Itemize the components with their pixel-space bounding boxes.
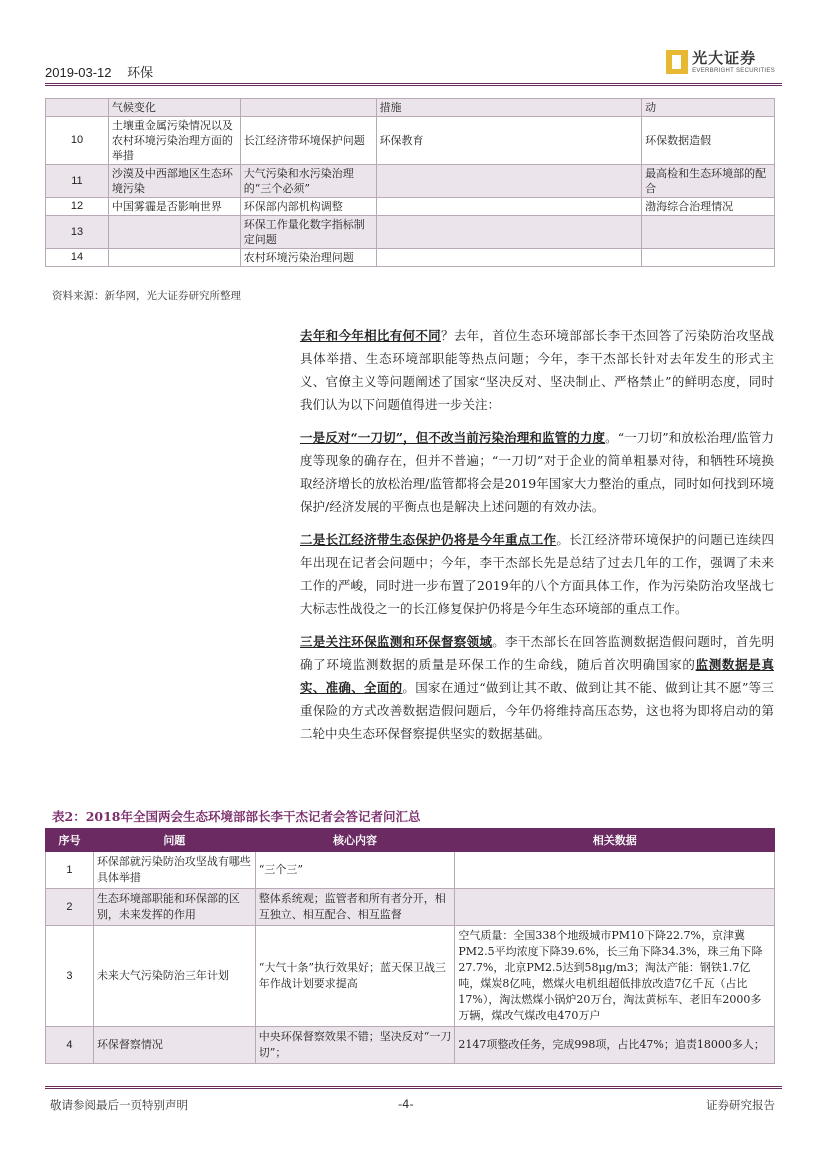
footer-report-type: 证券研究报告 <box>706 1098 775 1112</box>
table-cell: 措施 <box>376 99 642 117</box>
table-row <box>46 216 775 249</box>
table-row <box>46 165 775 198</box>
paragraph-2: 一是反对“一刀切”，但不改当前污染治理和监管的力度。“一刀切”和放松治理/监管力度等现象的确存在，但并不普遍；“一刀切”对于企业的简单粗暴对待，和牺牲环境换取经济增长的放松治理/监管都将会是2019年国家大力整治的重点，同时如何找到环境保护/经济发展的平衡点也是解决上述问题的有效办法。 <box>300 430 774 514</box>
table-cell: 中国雾霾是否影响世界 <box>108 198 240 216</box>
table-cell: 环保工作量化数字指标制定问题 <box>240 216 376 249</box>
table-cell <box>376 249 642 267</box>
table-cell: 沙漠及中西部地区生态环境污染 <box>108 165 240 198</box>
table-cell: 环保部内部机构调整 <box>240 198 376 216</box>
paragraph-1: 去年和今年相比有何不同？去年，首位生态环境部部长李干杰回答了污染防治攻坚战具体举措、生态环境部职能等热点问题；今年，李干杰部长针对去年发生的形式主义、官僚主义等问题阐述了国家“坚决反对、坚决制止、严格禁止”的鲜明态度，同时我们认为以下问题值得进一步关注： <box>300 328 774 412</box>
table-cell <box>376 216 642 249</box>
table-cell: 最高检和生态环境部的配合 <box>642 165 775 198</box>
footer-divider-2 <box>45 1088 782 1089</box>
row-number: 11 <box>46 165 109 198</box>
table-row <box>46 117 775 165</box>
core-content-cell: “三个三” <box>255 852 455 889</box>
logo-english: EVERBRIGHT SECURITIES <box>692 67 775 74</box>
column-header: 相关数据 <box>455 829 775 852</box>
table-cell: 环保教育 <box>376 117 642 165</box>
footer-disclaimer: 敬请参阅最后一页特别声明 <box>50 1098 188 1112</box>
table-cell <box>376 165 642 198</box>
table-cell: 长江经济带环境保护问题 <box>240 117 376 165</box>
table-cell <box>108 249 240 267</box>
logo-chinese: 光大证券 <box>692 49 757 67</box>
table-row <box>46 1027 775 1064</box>
table-cell: 动 <box>642 99 775 117</box>
table-cell <box>376 198 642 216</box>
report-category: 环保 <box>127 65 154 80</box>
logo-mark-icon <box>666 50 688 74</box>
question-cell: 环保督察情况 <box>93 1027 255 1064</box>
row-number: 12 <box>46 198 109 216</box>
company-logo <box>666 50 775 74</box>
column-header: 问题 <box>93 829 255 852</box>
table-cell: 环保数据造假 <box>642 117 775 165</box>
table-row <box>46 889 775 926</box>
column-header: 序号 <box>46 829 94 852</box>
question-cell: 未来大气污染防治三年计划 <box>93 926 255 1027</box>
table-row <box>46 852 775 889</box>
footer-divider <box>45 1086 782 1087</box>
column-header: 核心内容 <box>255 829 455 852</box>
row-number <box>46 99 109 117</box>
question-table-continued <box>45 98 775 267</box>
table-row <box>46 926 775 1027</box>
page-number: -4- <box>398 1097 414 1111</box>
paragraph-3: 二是长江经济带生态保护仍将是今年重点工作。长江经济带环境保护的问题已连续四年出现在记者会问题中；今年，李干杰部长先是总结了过去几年的工作，强调了未来工作的严峻，同时进一步布置了2019年的八个方面具体工作，作为污染防治攻坚战七大标志性战役之一的长江修复保护仍将是今年生态环境部的重点工作。 <box>300 532 774 616</box>
table2-title: 表2：2018年全国两会生态环境部部长李干杰记者会答记者问汇总 <box>52 809 421 824</box>
row-number: 1 <box>46 852 94 889</box>
core-content-cell: 中央环保督察效果不错；坚决反对“一刀切”； <box>255 1027 455 1064</box>
table-cell: 农村环境污染治理问题 <box>240 249 376 267</box>
header-divider <box>45 83 782 84</box>
question-cell: 环保部就污染防治攻坚战有哪些具体举措 <box>93 852 255 889</box>
table-source: 资料来源：新华网，光大证券研究所整理 <box>52 290 241 302</box>
table-cell: 大气污染和水污染治理的“三个必须” <box>240 165 376 198</box>
row-number: 13 <box>46 216 109 249</box>
header-divider-2 <box>45 85 782 86</box>
table-cell <box>642 249 775 267</box>
row-number: 3 <box>46 926 94 1027</box>
paragraph-4: 三是关注环保监测和环保督察领域。李干杰部长在回答监测数据造假问题时，首先明确了环境监测数据的质量是环保工作的生命线，随后首次明确国家的监测数据是真实、准确、全面的。国家在通过“做到让其不敢、做到让其不能、做到让其不愿”等三重保险的方式改善数据造假问题后，今年仍将维持高压态势，这也将为即将启动的第二轮中央生态环保督察提供坚实的数据基础。 <box>300 634 774 741</box>
analysis-text <box>300 324 774 755</box>
report-date: 2019-03-12 <box>45 65 112 80</box>
table-cell: 渤海综合治理情况 <box>642 198 775 216</box>
table-cell <box>108 216 240 249</box>
core-content-cell: 整体系统观；监管者和所有者分开，相互独立、相互配合、相互监督 <box>255 889 455 926</box>
table-cell: 气候变化 <box>108 99 240 117</box>
table-cell: 土壤重金属污染情况以及农村环境污染治理方面的举措 <box>108 117 240 165</box>
related-data-cell: 空气质量：全国338个地级城市PM10下降22.7%，京津冀PM2.5平均浓度下降39.6%，长三角下降34.3%，珠三角下降27.7%，北京PM2.5达到58μg/m3；淘汰产能：钢铁1.7亿吨，煤炭8亿吨，燃煤火电机组超低排放改造7亿千瓦（占比17%），淘汰燃煤小锅炉20万台，淘汰黄标车、老旧车2000多万辆，煤改气煤改电470万户 <box>455 926 775 1027</box>
row-number: 2 <box>46 889 94 926</box>
row-number: 4 <box>46 1027 94 1064</box>
press-conference-table <box>45 828 775 1064</box>
row-number: 14 <box>46 249 109 267</box>
core-content-cell: “大气十条”执行效果好；蓝天保卫战三年作战计划要求提高 <box>255 926 455 1027</box>
question-cell: 生态环境部职能和环保部的区别，未来发挥的作用 <box>93 889 255 926</box>
table-row <box>46 249 775 267</box>
row-number: 10 <box>46 117 109 165</box>
table-row <box>46 198 775 216</box>
related-data-cell <box>455 889 775 926</box>
table-cell <box>240 99 376 117</box>
report-header <box>45 62 165 81</box>
table-cell <box>642 216 775 249</box>
related-data-cell <box>455 852 775 889</box>
related-data-cell: 2147项整改任务，完成998项，占比47%；追责18000多人； <box>455 1027 775 1064</box>
table-row <box>46 99 775 117</box>
